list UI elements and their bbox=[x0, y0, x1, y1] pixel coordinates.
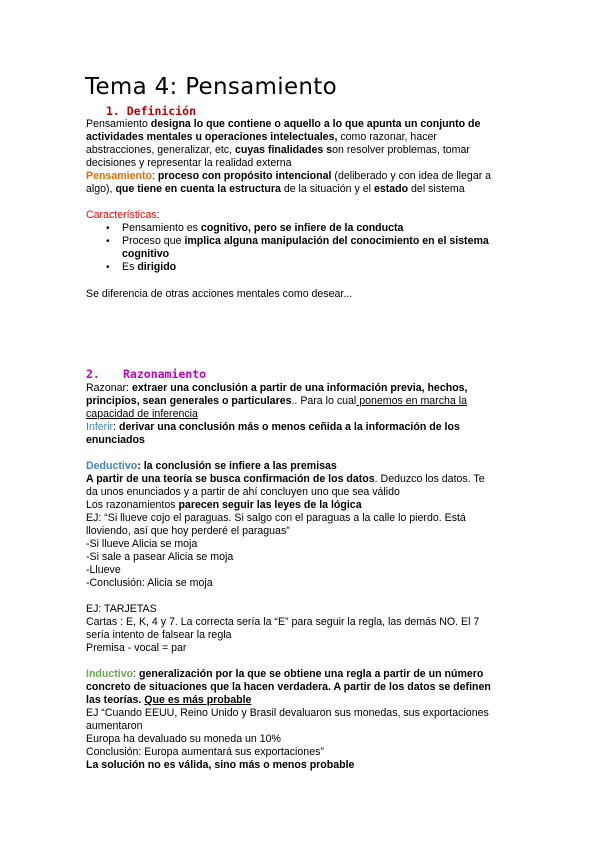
text-span: Características bbox=[86, 209, 157, 221]
text-span: A partir de una teoría se busca confirmación de los datos bbox=[86, 473, 375, 485]
characteristics-heading bbox=[86, 209, 160, 222]
paragraph-line: concreto de situaciones que la hacen verdadera. A partir de los datos se definen bbox=[86, 681, 491, 693]
text-span: . Deduzco los datos. Te bbox=[374, 473, 485, 485]
paragraph-line: Conclusión: Europa aumentará sus exportaciones” bbox=[86, 746, 324, 758]
bullet-icon: • bbox=[106, 262, 110, 273]
paragraph-line: EJ “Cuando EEUU, Reino Unido y Brasil devaluaron sus monedas, sus exportaciones bbox=[86, 707, 489, 719]
paragraph-line bbox=[86, 694, 251, 707]
text-span: cuyas finalidades s bbox=[234, 144, 333, 156]
text-span: extraer una conclusión a partir de una información previa, hechos, bbox=[131, 382, 468, 394]
paragraph-line bbox=[86, 460, 337, 473]
text-span: cognitivo, pero se infiere de la conducta bbox=[200, 222, 404, 234]
keyword-pensamiento: Pensamiento bbox=[86, 170, 152, 182]
section-2-number: 2. bbox=[86, 367, 100, 381]
text-span: generalización por la que se obtiene una regla a partir de un número bbox=[138, 668, 484, 680]
text-span: como razonar, hacer bbox=[337, 131, 437, 143]
text-span: implica alguna manipulación del conocimiento en el sistema bbox=[184, 235, 489, 247]
text-span: proceso con propósito intencional bbox=[157, 170, 332, 182]
text-span: : bbox=[113, 421, 119, 433]
section-1-heading: 1. Definición bbox=[106, 104, 197, 118]
text-span: que tiene en cuenta la estructura bbox=[115, 183, 281, 195]
paragraph-line: aumentaron bbox=[86, 720, 143, 732]
text-span: ponemos en marcha la bbox=[356, 395, 467, 407]
bullet-icon: • bbox=[106, 223, 110, 234]
section-2-heading: Razonamiento bbox=[123, 367, 207, 381]
paragraph-line: -Llueve bbox=[86, 564, 121, 576]
paragraph-line: enunciados bbox=[86, 434, 145, 446]
paragraph-line bbox=[86, 382, 468, 395]
text-span: : bbox=[151, 170, 158, 182]
text-span: principios, sean generales o particulares bbox=[86, 395, 292, 407]
text-span: Proceso que bbox=[122, 235, 185, 247]
paragraph-line bbox=[86, 118, 480, 131]
text-span: de la situación y el bbox=[280, 183, 374, 195]
paragraph-line bbox=[86, 499, 362, 512]
keyword-deductivo: Deductivo bbox=[86, 460, 138, 472]
text-span: estado bbox=[373, 183, 409, 195]
text-span: del sistema bbox=[408, 183, 465, 195]
text-span: abstracciones, generalizar, etc, bbox=[86, 144, 235, 156]
keyword-inductivo: Inductivo bbox=[86, 668, 134, 680]
paragraph-line: -Conclusión: Alicia se moja bbox=[86, 577, 213, 589]
paragraph-line bbox=[86, 183, 465, 196]
page-title: Tema 4: Pensamiento bbox=[85, 74, 337, 100]
paragraph-line: Premisa - vocal = par bbox=[86, 642, 187, 654]
paragraph-line bbox=[86, 668, 483, 681]
paragraph-line: Europa ha devaluado su moneda un 10% bbox=[86, 733, 281, 745]
paragraph-line bbox=[86, 473, 485, 486]
paragraph-line bbox=[86, 144, 470, 157]
list-item bbox=[122, 261, 176, 274]
paragraph-line bbox=[86, 421, 460, 434]
text-span: : bbox=[126, 382, 132, 394]
paragraph-line: Cartas : E, K, 4 y 7. La correcta sería la “E” para seguir la regla, las demás NO. El 7 bbox=[86, 616, 480, 628]
text-span: derivar una conclusión más o menos ceñida a la información de los bbox=[118, 421, 460, 433]
text-span: Que es más probable bbox=[144, 694, 252, 706]
text-span: actividades mentales u operaciones intelectuales, bbox=[86, 131, 338, 143]
paragraph-line: EJ: “Si llueve cojo el paraguas. Si salgo con el paraguas a la calle lo pierdo. Está bbox=[86, 512, 466, 524]
paragraph-line bbox=[86, 395, 467, 408]
paragraph-line bbox=[86, 131, 437, 144]
text-span: Pensamiento bbox=[86, 118, 151, 130]
list-item-continuation: cognitivo bbox=[122, 248, 170, 260]
text-span: : bbox=[156, 209, 160, 221]
text-span: las teorías. bbox=[86, 694, 145, 706]
text-span: on resolver problemas, tomar bbox=[332, 144, 470, 156]
paragraph-line bbox=[86, 170, 491, 183]
paragraph-line: -Si llueve Alicia se moja bbox=[86, 538, 198, 550]
keyword-inferir: Inferir bbox=[86, 421, 114, 433]
list-item bbox=[122, 235, 489, 248]
text-span: : bbox=[133, 668, 139, 680]
text-span: designa lo que contiene o aquello a lo que apunta un conjunto de bbox=[150, 118, 481, 130]
text-span: algo), bbox=[86, 183, 116, 195]
paragraph-line: sería intento de falsear la regla bbox=[86, 629, 232, 641]
text-span: Es bbox=[122, 261, 138, 273]
paragraph-line: EJ: TARJETAS bbox=[86, 603, 157, 615]
bullet-icon: • bbox=[106, 236, 110, 247]
text-span: parecen seguir las leyes de la lógica bbox=[178, 499, 362, 511]
paragraph-line: lloviendo, así que hoy perderé el paraguas” bbox=[86, 525, 290, 537]
text-span: Pensamiento es bbox=[122, 222, 201, 234]
paragraph-line: La solución no es válida, sino más o menos probable bbox=[86, 759, 355, 771]
text-span: Los razonamientos bbox=[86, 499, 179, 511]
text-span: dirigido bbox=[137, 261, 177, 273]
paragraph-line: decisiones y representar la realidad externa bbox=[86, 157, 292, 169]
list-item bbox=[122, 222, 403, 235]
paragraph-line: da unos enunciados y a partir de ahí concluyen uno que sea válido bbox=[86, 486, 400, 498]
text-span: : la conclusión se infiere a las premisas bbox=[137, 460, 337, 472]
text-span: (deliberado y con idea de llegar a bbox=[331, 170, 492, 182]
text-span: .. Para lo cual bbox=[291, 395, 357, 407]
paragraph-line: capacidad de inferencia bbox=[86, 408, 198, 420]
text-span: Razonar bbox=[86, 382, 127, 394]
paragraph-line: Se diferencia de otras acciones mentales como desear... bbox=[86, 288, 353, 300]
paragraph-line: -Si sale a pasear Alicia se moja bbox=[86, 551, 234, 563]
